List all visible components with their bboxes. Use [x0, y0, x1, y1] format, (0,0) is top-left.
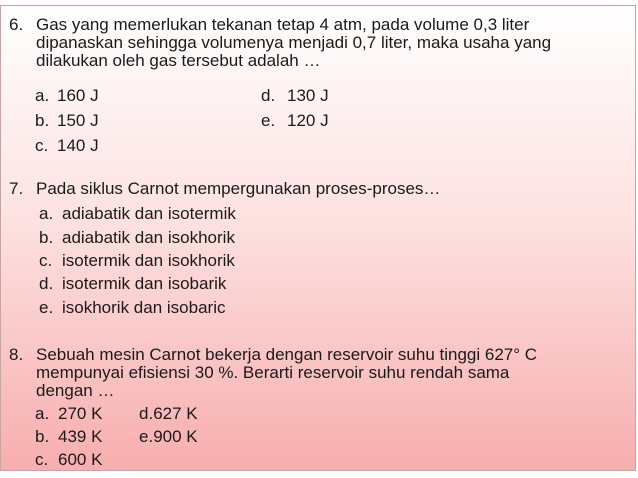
option-b[interactable]: [35, 427, 102, 447]
option-label: a.: [35, 86, 50, 105]
question-text-line: dengan …: [36, 381, 115, 400]
option-label: d.: [261, 86, 276, 105]
option-label: e.: [139, 427, 154, 446]
option-label: b.: [35, 111, 50, 130]
option-text: 439 K: [58, 427, 103, 446]
option-text: 900 K: [153, 427, 198, 446]
option-c[interactable]: [35, 450, 102, 470]
question-text-line: Gas yang memerlukan tekanan tetap 4 atm, pada volume 0,3 liter: [36, 15, 530, 34]
option-label: c.: [39, 251, 53, 270]
option-e[interactable]: [139, 427, 198, 447]
option-text: 120 J: [287, 111, 329, 130]
option-text: 627 K: [153, 404, 198, 423]
question-text-line: Sebuah mesin Carnot bekerja dengan reservoir suhu tinggi 627° C: [36, 345, 538, 364]
option-label: e.: [261, 111, 276, 130]
option-text: 130 J: [287, 86, 329, 105]
option-a[interactable]: [35, 404, 102, 424]
option-text: isotermik dan isobarik: [62, 274, 227, 293]
option-text: 140 J: [57, 136, 99, 155]
option-label: a.: [35, 404, 50, 423]
option-label: b.: [39, 228, 54, 247]
option-e[interactable]: [261, 111, 329, 131]
option-e[interactable]: [39, 298, 225, 318]
option-b[interactable]: [35, 111, 99, 131]
option-text: 270 K: [58, 404, 103, 423]
option-a[interactable]: [39, 204, 236, 224]
option-c[interactable]: [35, 136, 99, 156]
option-c[interactable]: [39, 251, 235, 271]
question-text: [36, 16, 636, 70]
question-text-line: mempunyai efisiensi 30 %. Berarti reservoir suhu rendah sama: [36, 363, 510, 382]
option-text: adiabatik dan isokhorik: [62, 228, 235, 247]
option-text: isotermik dan isokhorik: [62, 251, 235, 270]
option-d[interactable]: [139, 404, 198, 424]
question-number: 6.: [9, 15, 24, 34]
question-text-line: Pada siklus Carnot mempergunakan proses-proses…: [36, 179, 441, 198]
question-box: [0, 5, 636, 471]
option-label: e.: [39, 298, 54, 317]
option-d[interactable]: [261, 86, 329, 106]
question-number: 7.: [9, 179, 24, 198]
option-label: c.: [35, 450, 49, 469]
question-number: 8.: [9, 345, 24, 364]
option-text: 600 K: [58, 450, 103, 469]
option-a[interactable]: [35, 86, 99, 106]
option-text: 160 J: [57, 86, 99, 105]
option-d[interactable]: [39, 274, 226, 294]
option-label: b.: [35, 427, 50, 446]
option-text: adiabatik dan isotermik: [62, 204, 236, 223]
question-text-line: dilakukan oleh gas tersebut adalah …: [36, 51, 321, 70]
option-label: a.: [39, 204, 54, 223]
question-text: [36, 180, 636, 198]
option-label: d.: [39, 274, 54, 293]
option-text: 150 J: [57, 111, 99, 130]
question-text-line: dipanaskan sehingga volumenya menjadi 0,7 liter, maka usaha yang: [36, 33, 552, 52]
option-text: isokhorik dan isobaric: [62, 298, 226, 317]
option-label: d.: [139, 404, 154, 423]
question-text: [36, 346, 636, 400]
option-label: c.: [35, 136, 49, 155]
option-b[interactable]: [39, 228, 235, 248]
